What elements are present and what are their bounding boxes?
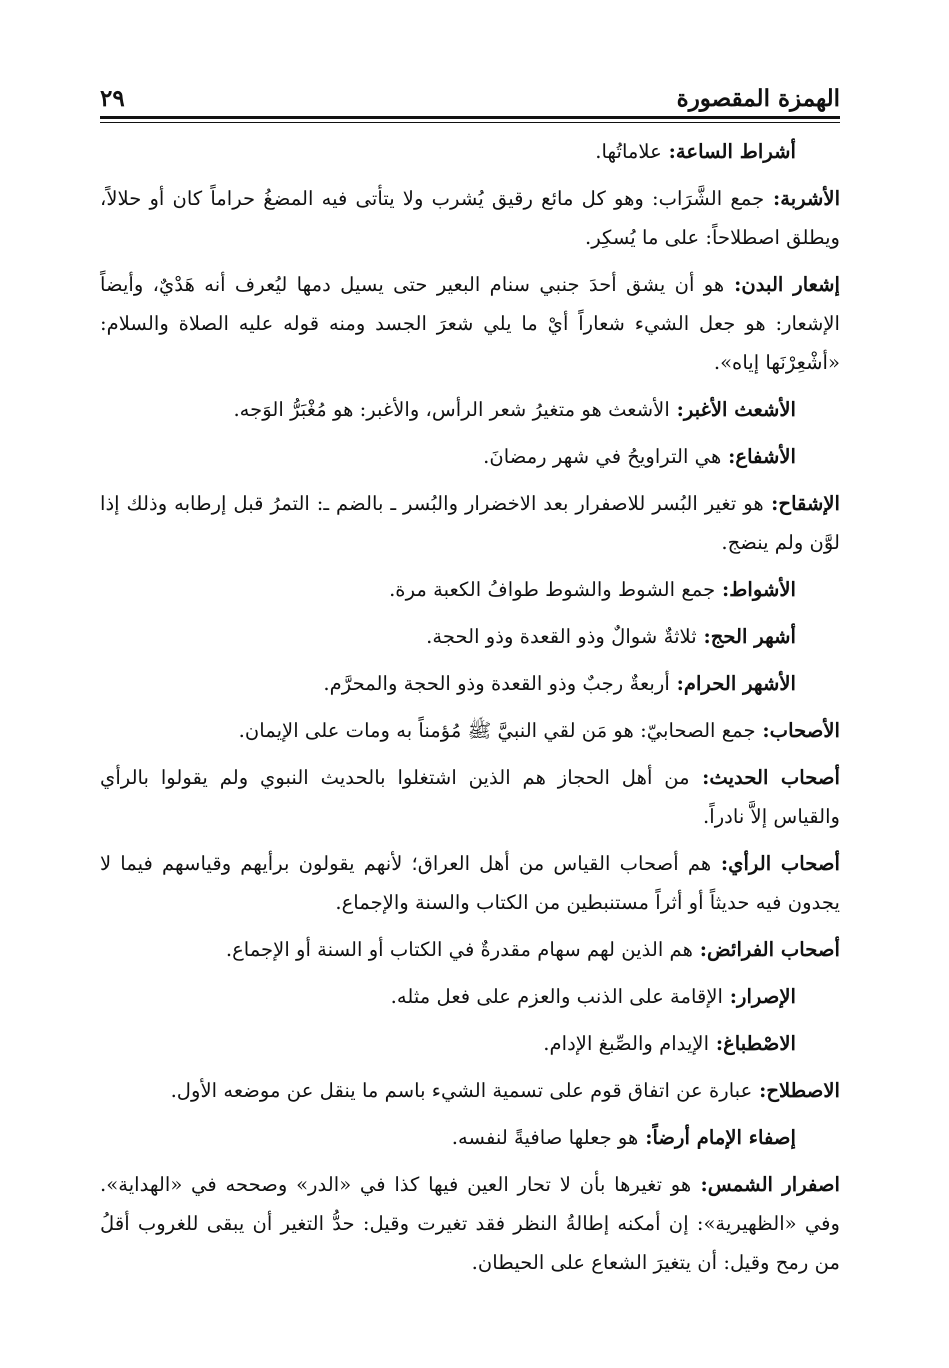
entry-colon: :	[711, 852, 729, 875]
glossary-entry	[100, 1071, 840, 1110]
glossary-entry	[100, 664, 840, 703]
entry-definition: هي التراويحُ في شهر رمضانَ.	[483, 445, 722, 468]
glossary-entry	[100, 437, 840, 476]
entry-definition: من أهل الحجاز هم الذين اشتغلوا بالحديث النبوي ولم يقولوا بالرأي والقياس إلاَّ نادراً.	[100, 766, 840, 828]
entry-colon: :	[764, 187, 781, 210]
glossary-entry	[100, 265, 840, 382]
entry-term: إصفاء الإمام أرضاً	[652, 1126, 796, 1149]
entry-term: الاصطلاح	[766, 1079, 840, 1102]
glossary-entry	[100, 930, 840, 969]
entry-term: الأشهر الحرام	[683, 672, 796, 695]
entry-colon: :	[689, 766, 710, 789]
entry-colon: :	[755, 719, 770, 742]
entry-term: أصحاب الحديث	[709, 766, 840, 789]
entry-colon: :	[709, 1032, 724, 1055]
entry-definition: هو تغيرها بأن لا تحار العين فيها كذا في «الدر» وصححه في «الهداية». وفي «الظهيرية»: إن أمكنه إطالةُ النظر فقد تغيرت وقيل: حدُّ التغير أن يبقى للغروب أقلُ من رمح وقيل: أن يتغيرَ الشعاع على الحيطان.	[100, 1173, 840, 1274]
entry-definition: هم أصحاب القياس من أهل العراق؛ لأنهم يقولون برأيهم وقياسهم فيما لا يجدون فيه حديثاً أو أثراً مستنبطين من الكتاب والسنة والإجماع.	[100, 852, 840, 914]
entry-colon: :	[724, 273, 742, 296]
entry-definition: علاماتُها.	[595, 140, 662, 163]
entry-definition: ثلاثةٌ شوالٌ وذو القعدة وذو الحجة.	[426, 625, 697, 648]
entry-colon: :	[669, 672, 684, 695]
glossary-entry	[100, 1118, 840, 1157]
entry-definition: هو تغير البُسر للاصفرار بعد الاخضرار والبُسر ـ بالضم ـ: التمرُ قبل إرطابه وذلك إذا لوَّن ولم ينضج.	[100, 492, 840, 554]
entry-definition: الإقامة على الذنب والعزم على فعل مثله.	[390, 985, 723, 1008]
entry-term: أشهر الحج	[710, 625, 796, 648]
entry-definition: هو أن يشق أحدَ جنبي سنام البعير حتى يسيل دمها ليُعرف أنه هَدْيٌ، وأيضاً الإشعار: هو جعل الشيء شعاراً أيْ ما يلي شعرَ الجسد ومنه قوله عليه الصلاة والسلام: «أشْعِرْنَها إياه».	[100, 273, 840, 374]
entry-definition: هم الذين لهم سهام مقدرةٌ في الكتاب أو السنة أو الإجماع.	[225, 938, 693, 961]
glossary-entry	[100, 132, 840, 171]
entry-colon: :	[696, 625, 711, 648]
glossary-entry	[100, 484, 840, 562]
entry-term: أشراط الساعة	[675, 140, 796, 163]
running-title: الهمزة المقصورة	[676, 85, 840, 112]
entry-colon: :	[661, 140, 676, 163]
glossary-entry	[100, 844, 840, 922]
entry-term: إشعار البدن	[741, 273, 840, 296]
glossary-entry	[100, 1024, 840, 1063]
entry-colon: :	[638, 1126, 653, 1149]
entry-term: الاصْطباغ	[723, 1032, 796, 1055]
entry-colon: :	[669, 398, 684, 421]
entry-term: الأشواط	[729, 578, 796, 601]
entry-term: أصحاب الفرائض	[706, 938, 840, 961]
glossary-entry	[100, 711, 840, 750]
entry-term: الأشفاع	[735, 445, 796, 468]
entry-definition: الإيدام والصِّبغ الإدام.	[543, 1032, 710, 1055]
glossary-entry	[100, 617, 840, 656]
glossary-entry	[100, 179, 840, 257]
entry-definition: الأشعث هو متغيرُ شعر الرأس، والأغبر: هو مُغْبَرُّ الوَجه.	[233, 398, 670, 421]
entry-term: أصحاب الرأي	[728, 852, 840, 875]
glossary-entry	[100, 390, 840, 429]
entry-definition: عبارة عن اتفاق قوم على تسمية الشيء باسم ما ينقل عن موضعه الأول.	[170, 1079, 753, 1102]
glossary-body	[100, 132, 840, 1290]
page-number: ٢٩	[100, 85, 125, 112]
entry-colon: :	[763, 492, 779, 515]
entry-definition: جمع الشوط والشوط طوافُ الكعبة مرة.	[389, 578, 716, 601]
entry-term: اصفرار الشمس	[707, 1173, 840, 1196]
glossary-entry	[100, 570, 840, 609]
entry-colon: :	[691, 1173, 708, 1196]
entry-definition: هو جعلها صافيةً لنفسه.	[451, 1126, 639, 1149]
entry-colon: :	[721, 445, 736, 468]
header-rule-thin	[100, 122, 840, 123]
entry-colon: :	[752, 1079, 767, 1102]
entry-colon: :	[692, 938, 707, 961]
page-header	[100, 72, 840, 112]
entry-definition: جمع الصحابيّ: هو مَن لقي النبيَّ ﷺ مُؤمناً به ومات على الإيمان.	[238, 719, 756, 742]
glossary-entry	[100, 1165, 840, 1282]
entry-term: الإصرار	[737, 985, 796, 1008]
entry-colon: :	[715, 578, 730, 601]
entry-term: الأشربة	[780, 187, 841, 210]
entry-term: الإشقاح	[778, 492, 840, 515]
header-rule-thick	[100, 116, 840, 119]
glossary-entry	[100, 977, 840, 1016]
entry-definition: أربعةٌ رجبٌ وذو القعدة وذو الحجة والمحرَّم.	[323, 672, 670, 695]
entry-term: الأصحاب	[769, 719, 840, 742]
entry-colon: :	[722, 985, 738, 1008]
entry-term: الأشعث الأغبر	[683, 398, 796, 421]
entry-definition: جمع الشَّرَاب: وهو كل مائع رقيق يُشرب ولا يتأتى فيه المضغُ حراماً كان أو حلالاً، ويطلق اصطلاحاً: على ما يُسكِر.	[100, 187, 840, 249]
glossary-entry	[100, 758, 840, 836]
